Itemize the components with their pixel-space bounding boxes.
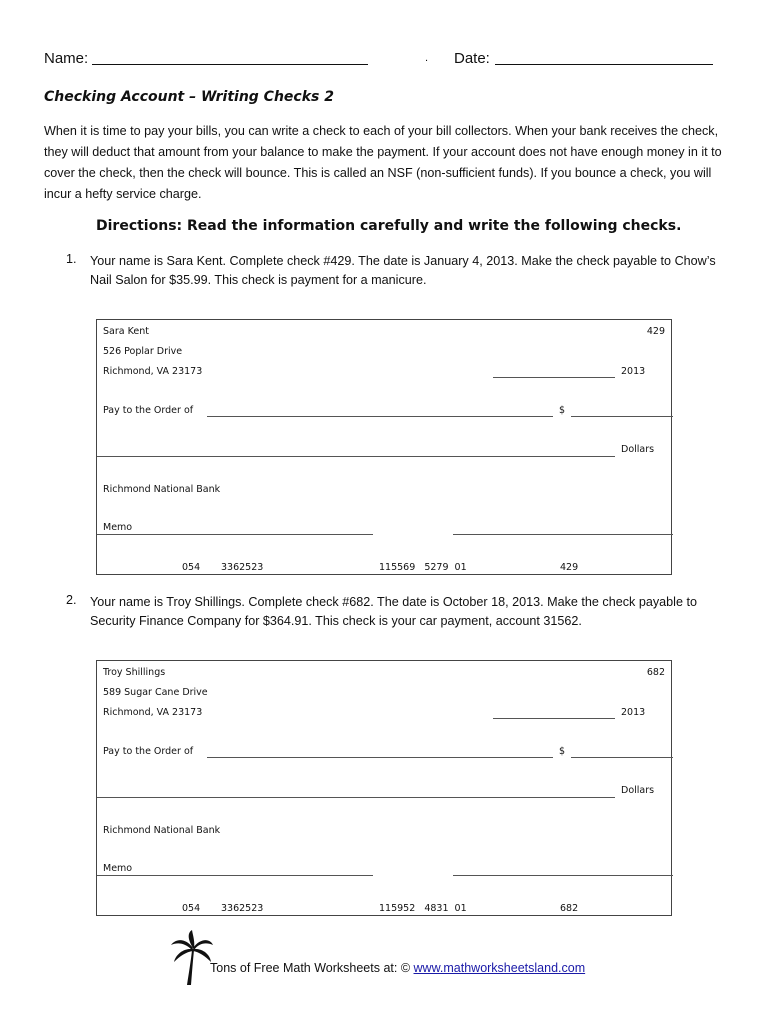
check-2-payee-line[interactable] (207, 757, 553, 758)
check-1 (96, 319, 672, 575)
check-2-routing-2: 3362523 (221, 903, 264, 914)
check-1-address-line2: Richmond, VA 23173 (103, 366, 203, 377)
footer-text (210, 961, 585, 975)
check-2-routing-1: 054 (182, 903, 201, 914)
check-2-account: 115952 4831 01 (379, 903, 467, 914)
name-field[interactable] (92, 64, 368, 65)
check-1-dollars-line[interactable] (97, 456, 615, 457)
check-2-date-line[interactable] (493, 718, 615, 719)
check-1-routing-1: 054 (182, 562, 201, 573)
date-field[interactable] (495, 64, 713, 65)
check-2-address-line2: Richmond, VA 23173 (103, 707, 203, 718)
check-1-number: 429 (646, 326, 665, 337)
footer-label: Tons of Free Math Worksheets at: © (210, 961, 411, 975)
header-dot: . (425, 52, 429, 64)
check-1-pay-label: Pay to the Order of (103, 405, 194, 416)
check-2 (96, 660, 672, 916)
check-1-amount-line[interactable] (571, 416, 673, 417)
check-1-dollars-label: Dollars (621, 444, 655, 455)
check-2-dollars-label: Dollars (621, 785, 655, 796)
check-1-account: 115569 5279 01 (379, 562, 467, 573)
check-2-address-line1: 589 Sugar Cane Drive (103, 687, 208, 698)
date-label: Date: (454, 50, 490, 67)
check-2-dollar-sign: $ (559, 746, 566, 757)
check-2-amount-line[interactable] (571, 757, 673, 758)
check-2-micr-number: 682 (560, 903, 579, 914)
page-title: Checking Account – Writing Checks 2 (44, 89, 334, 105)
check-1-year: 2013 (621, 366, 646, 377)
palm-tree-icon (170, 930, 214, 986)
check-2-number: 682 (646, 667, 665, 678)
check-1-signature-line[interactable] (453, 534, 673, 535)
footer-link[interactable]: www.mathworksheetsland.com (413, 961, 586, 975)
intro-paragraph: When it is time to pay your bills, you can write a check to each of your bill collectors. When your bank receives the check, they will deduct that amount from your balance to make the payment. If your account does not have enough money in it to cover the check, then the check will bounce. This is called an NSF (non-sufficient funds). If you bounce a check, you will incur a hefty service charge. (44, 124, 722, 201)
name-label: Name: (44, 50, 89, 67)
check-2-bank-name: Richmond National Bank (103, 825, 221, 836)
check-1-memo-line[interactable] (97, 534, 373, 535)
check-1-date-line[interactable] (493, 377, 615, 378)
check-1-bank-name: Richmond National Bank (103, 484, 221, 495)
check-2-dollars-line[interactable] (97, 797, 615, 798)
check-2-memo-label: Memo (103, 863, 133, 874)
problem-1-text: Your name is Sara Kent. Complete check #429. The date is January 4, 2013. Make the check payable to Chow’s Nail Salon for $35.99. This check is payment for a manicure. (90, 254, 716, 287)
check-2-signature-line[interactable] (453, 875, 673, 876)
check-1-memo-label: Memo (103, 522, 133, 533)
check-1-dollar-sign: $ (559, 405, 566, 416)
problem-1-number: 1. (66, 252, 77, 266)
check-1-payee-line[interactable] (207, 416, 553, 417)
check-1-micr-number: 429 (560, 562, 579, 573)
check-2-name: Troy Shillings (103, 667, 166, 678)
check-1-routing-2: 3362523 (221, 562, 264, 573)
check-1-name: Sara Kent (103, 326, 149, 337)
check-2-memo-line[interactable] (97, 875, 373, 876)
problem-2-number: 2. (66, 593, 77, 607)
check-2-pay-label: Pay to the Order of (103, 746, 194, 757)
check-1-address-line1: 526 Poplar Drive (103, 346, 183, 357)
check-2-year: 2013 (621, 707, 646, 718)
problem-2-text: Your name is Troy Shillings. Complete check #682. The date is October 18, 2013. Make the check payable to Security Finance Company for $364.91. This check is your car payment, account 31562. (90, 595, 697, 628)
directions-heading: Directions: Read the information carefully and write the following checks. (96, 218, 682, 234)
